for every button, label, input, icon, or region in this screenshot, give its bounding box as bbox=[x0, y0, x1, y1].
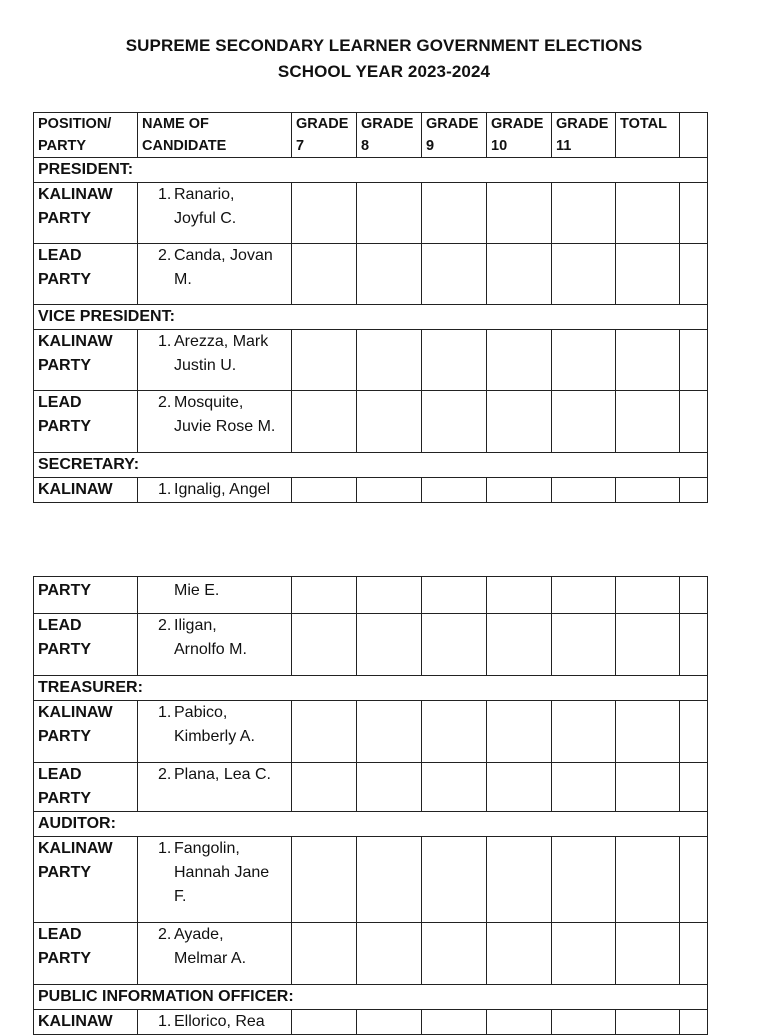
header-name: NAME OF CANDIDATE bbox=[138, 113, 292, 158]
candidate-row-continued bbox=[34, 577, 708, 614]
candidate-row bbox=[34, 391, 708, 453]
party-cell: LEAD PARTY bbox=[34, 244, 138, 305]
party-cell: LEAD PARTY bbox=[34, 391, 138, 453]
candidate-cell: 1. Arezza, Mark Justin U. bbox=[138, 330, 292, 391]
party-cell: KALINAW PARTY bbox=[34, 837, 138, 923]
candidate-cell: 1. Pabico, Kimberly A. bbox=[138, 701, 292, 763]
party-cell: LEAD PARTY bbox=[34, 614, 138, 676]
school-year-title: SCHOOL YEAR 2023-2024 bbox=[277, 62, 491, 81]
party-cell: LEAD PARTY bbox=[34, 763, 138, 812]
header-position: POSITION/ PARTY bbox=[34, 113, 138, 158]
position-row-vice-president bbox=[34, 305, 708, 330]
ballot-tally-table-2 bbox=[33, 576, 708, 1035]
party-cell: KALINAW bbox=[34, 478, 138, 503]
party-cell: KALINAW bbox=[34, 1010, 138, 1035]
position-row-public-information-officer bbox=[34, 985, 708, 1010]
candidate-row bbox=[34, 244, 708, 305]
candidate-cell: 2. Canda, Jovan M. bbox=[138, 244, 292, 305]
candidate-cell: 2. Mosquite, Juvie Rose M. bbox=[138, 391, 292, 453]
party-cell: LEAD PARTY bbox=[34, 923, 138, 985]
position-label: AUDITOR: bbox=[34, 812, 708, 837]
header-grade-9: GRADE 9 bbox=[422, 113, 487, 158]
position-label: SECRETARY: bbox=[34, 453, 708, 478]
candidate-row bbox=[34, 763, 708, 812]
document-title: SUPREME SECONDARY LEARNER GOVERNMENT ELECTIONS bbox=[125, 36, 643, 55]
header-grade-10: GRADE 10 bbox=[487, 113, 552, 158]
position-row-president bbox=[34, 158, 708, 183]
candidate-row bbox=[34, 478, 708, 503]
header-total: TOTAL bbox=[616, 113, 680, 158]
position-row-treasurer bbox=[34, 676, 708, 701]
party-cell: KALINAW PARTY bbox=[34, 183, 138, 244]
candidate-row bbox=[34, 614, 708, 676]
candidate-cell: 1. Ranario, Joyful C. bbox=[138, 183, 292, 244]
ballot-tally-table-1 bbox=[33, 112, 708, 503]
position-label: PRESIDENT: bbox=[34, 158, 708, 183]
candidate-cell: 1. Ignalig, Angel bbox=[138, 478, 292, 503]
candidate-cell: Mie E. bbox=[138, 577, 292, 614]
candidate-row bbox=[34, 1010, 708, 1035]
candidate-row bbox=[34, 701, 708, 763]
position-label: PUBLIC INFORMATION OFFICER: bbox=[34, 985, 708, 1010]
position-label: VICE PRESIDENT: bbox=[34, 305, 708, 330]
party-cell: KALINAW PARTY bbox=[34, 701, 138, 763]
candidate-cell: 1. Fangolin, Hannah Jane F. bbox=[138, 837, 292, 923]
header-grade-11: GRADE 11 bbox=[552, 113, 616, 158]
position-row-secretary bbox=[34, 453, 708, 478]
candidate-cell: 2. Plana, Lea C. bbox=[138, 763, 292, 812]
candidate-cell: 1. Ellorico, Rea bbox=[138, 1010, 292, 1035]
candidate-cell: 2. Ayade, Melmar A. bbox=[138, 923, 292, 985]
candidate-cell: 2. Iligan, Arnolfo M. bbox=[138, 614, 292, 676]
party-cell: PARTY bbox=[34, 577, 138, 614]
header-row bbox=[34, 113, 708, 158]
position-label: TREASURER: bbox=[34, 676, 708, 701]
header-blank bbox=[680, 113, 708, 158]
candidate-row bbox=[34, 923, 708, 985]
candidate-row bbox=[34, 837, 708, 923]
candidate-row bbox=[34, 183, 708, 244]
header-grade-7: GRADE 7 bbox=[292, 113, 357, 158]
header-grade-8: GRADE 8 bbox=[357, 113, 422, 158]
candidate-row bbox=[34, 330, 708, 391]
position-row-auditor bbox=[34, 812, 708, 837]
party-cell: KALINAW PARTY bbox=[34, 330, 138, 391]
